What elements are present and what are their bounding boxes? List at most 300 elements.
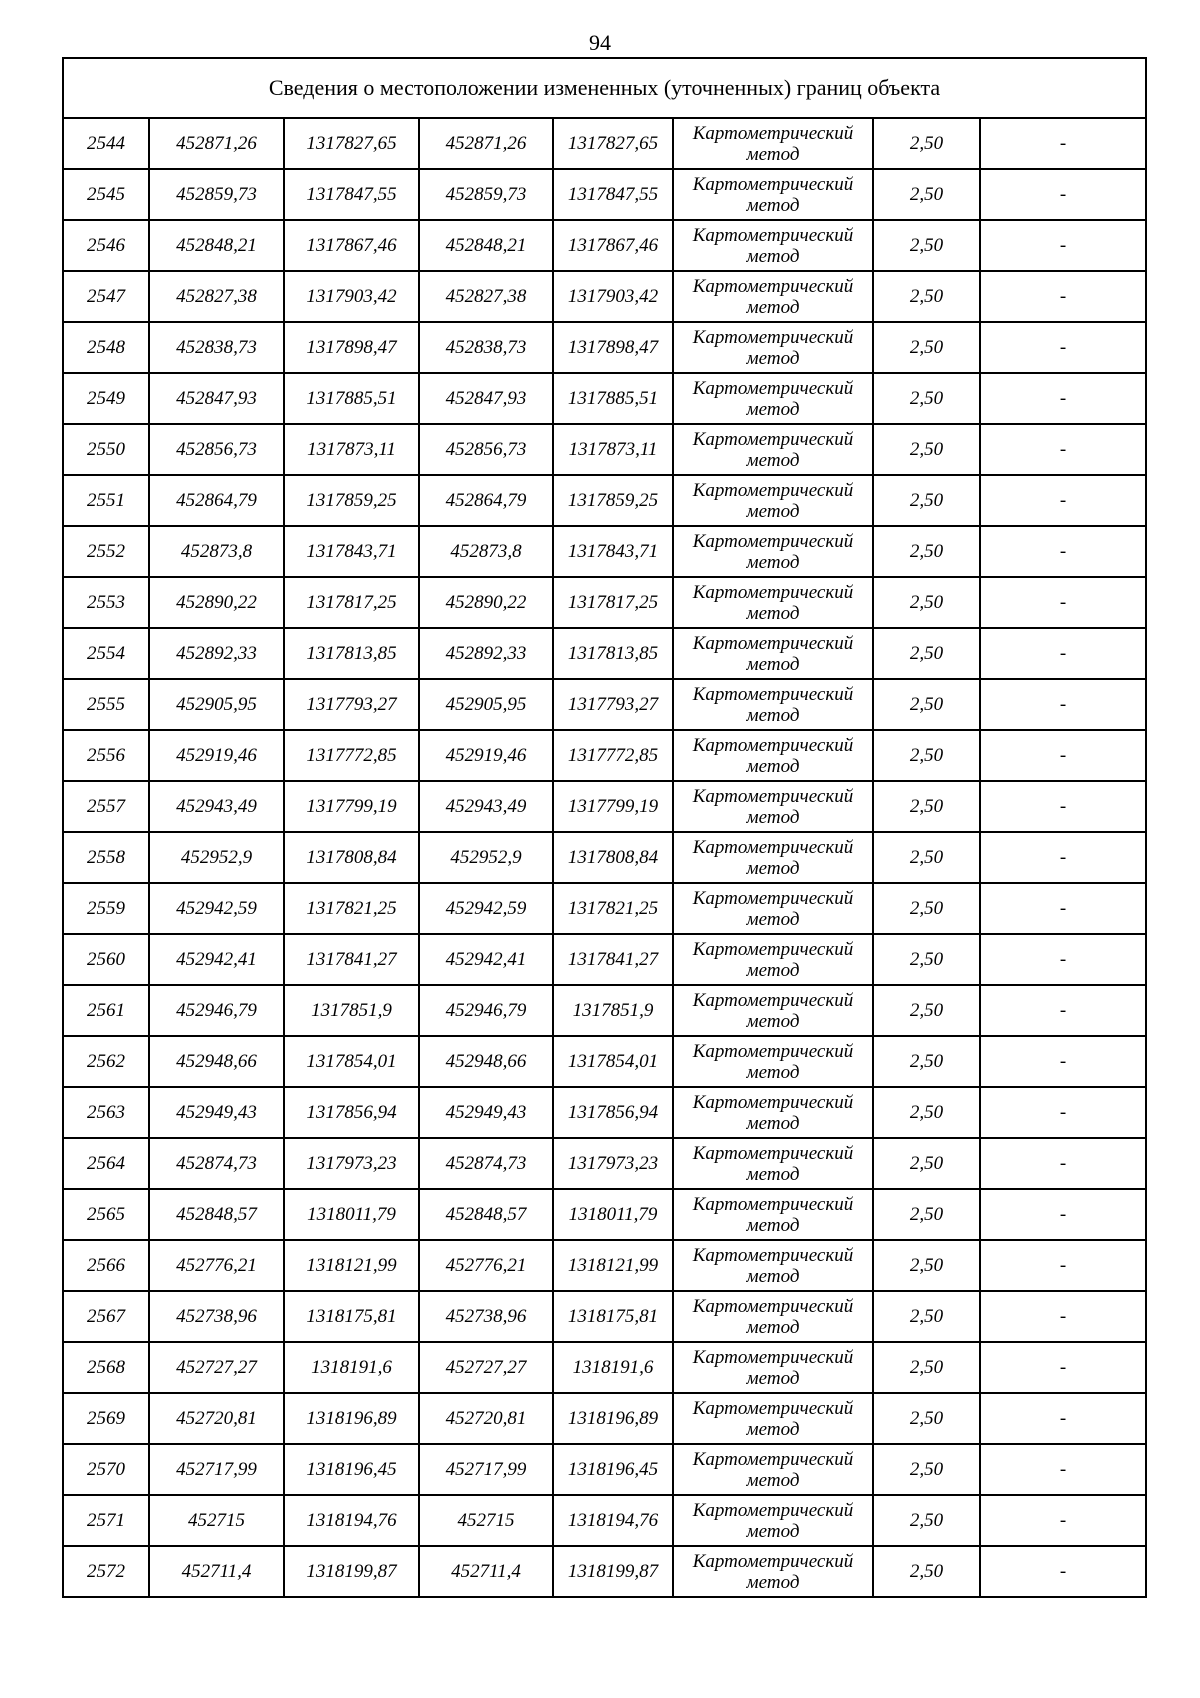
method-cell	[673, 679, 873, 730]
method-line-1: Картометрический	[692, 938, 854, 960]
y-updated-cell: 1318121,99	[553, 1240, 673, 1291]
x-existing-cell: 452848,21	[149, 220, 284, 271]
method-line-1: Картометрический	[692, 1499, 854, 1521]
accuracy-cell: 2,50	[873, 1036, 980, 1087]
point-number-cell: 2547	[63, 271, 149, 322]
x-existing-cell: 452717,99	[149, 1444, 284, 1495]
x-updated-cell: 452864,79	[419, 475, 553, 526]
y-updated-cell: 1318194,76	[553, 1495, 673, 1546]
note-cell: -	[980, 526, 1146, 577]
x-updated-cell: 452873,8	[419, 526, 553, 577]
point-number-cell: 2564	[63, 1138, 149, 1189]
method-line-2: метод	[746, 1316, 800, 1338]
y-existing-cell: 1317841,27	[284, 934, 419, 985]
method-line-1: Картометрический	[692, 224, 854, 246]
table-row	[63, 781, 1146, 832]
table-row	[63, 271, 1146, 322]
y-existing-cell: 1317856,94	[284, 1087, 419, 1138]
y-existing-cell: 1317847,55	[284, 169, 419, 220]
x-existing-cell: 452864,79	[149, 475, 284, 526]
table-row	[63, 1495, 1146, 1546]
y-existing-cell: 1317885,51	[284, 373, 419, 424]
method-line-2: метод	[746, 755, 800, 777]
x-updated-cell: 452847,93	[419, 373, 553, 424]
accuracy-cell: 2,50	[873, 577, 980, 628]
method-line-2: метод	[746, 296, 800, 318]
note-cell: -	[980, 322, 1146, 373]
table-row	[63, 1138, 1146, 1189]
y-existing-cell: 1318196,89	[284, 1393, 419, 1444]
method-cell	[673, 424, 873, 475]
accuracy-cell: 2,50	[873, 322, 980, 373]
method-cell	[673, 271, 873, 322]
note-cell: -	[980, 934, 1146, 985]
x-existing-cell: 452892,33	[149, 628, 284, 679]
x-updated-cell: 452715	[419, 1495, 553, 1546]
x-updated-cell: 452949,43	[419, 1087, 553, 1138]
table-row	[63, 1087, 1146, 1138]
x-existing-cell: 452856,73	[149, 424, 284, 475]
x-updated-cell: 452848,21	[419, 220, 553, 271]
method-line-2: метод	[746, 347, 800, 369]
method-line-2: метод	[746, 1112, 800, 1134]
note-cell: -	[980, 373, 1146, 424]
x-updated-cell: 452905,95	[419, 679, 553, 730]
method-cell	[673, 526, 873, 577]
method-line-2: метод	[746, 959, 800, 981]
point-number-cell: 2548	[63, 322, 149, 373]
method-line-1: Картометрический	[692, 530, 854, 552]
method-cell	[673, 628, 873, 679]
method-cell	[673, 1546, 873, 1597]
method-line-1: Картометрический	[692, 1550, 854, 1572]
method-line-1: Картометрический	[692, 479, 854, 501]
note-cell: -	[980, 679, 1146, 730]
point-number-cell: 2556	[63, 730, 149, 781]
y-updated-cell: 1317813,85	[553, 628, 673, 679]
x-updated-cell: 452720,81	[419, 1393, 553, 1444]
y-existing-cell: 1318121,99	[284, 1240, 419, 1291]
y-updated-cell: 1317793,27	[553, 679, 673, 730]
table-row	[63, 220, 1146, 271]
note-cell: -	[980, 1546, 1146, 1597]
y-updated-cell: 1317799,19	[553, 781, 673, 832]
note-cell: -	[980, 424, 1146, 475]
method-cell	[673, 781, 873, 832]
point-number-cell: 2544	[63, 118, 149, 169]
x-updated-cell: 452738,96	[419, 1291, 553, 1342]
note-cell: -	[980, 832, 1146, 883]
point-number-cell: 2554	[63, 628, 149, 679]
method-cell	[673, 934, 873, 985]
x-existing-cell: 452859,73	[149, 169, 284, 220]
method-cell	[673, 1189, 873, 1240]
note-cell: -	[980, 1342, 1146, 1393]
table-row	[63, 169, 1146, 220]
method-line-2: метод	[746, 602, 800, 624]
accuracy-cell: 2,50	[873, 475, 980, 526]
point-number-cell: 2552	[63, 526, 149, 577]
note-cell: -	[980, 985, 1146, 1036]
x-existing-cell: 452943,49	[149, 781, 284, 832]
method-line-1: Картометрический	[692, 887, 854, 909]
y-updated-cell: 1317847,55	[553, 169, 673, 220]
y-updated-cell: 1318175,81	[553, 1291, 673, 1342]
x-updated-cell: 452892,33	[419, 628, 553, 679]
point-number-cell: 2545	[63, 169, 149, 220]
table-row	[63, 1189, 1146, 1240]
x-existing-cell: 452720,81	[149, 1393, 284, 1444]
table-row	[63, 424, 1146, 475]
note-cell: -	[980, 781, 1146, 832]
point-number-cell: 2566	[63, 1240, 149, 1291]
point-number-cell: 2550	[63, 424, 149, 475]
y-existing-cell: 1317793,27	[284, 679, 419, 730]
accuracy-cell: 2,50	[873, 1087, 980, 1138]
y-existing-cell: 1318011,79	[284, 1189, 419, 1240]
y-existing-cell: 1318175,81	[284, 1291, 419, 1342]
x-updated-cell: 452827,38	[419, 271, 553, 322]
note-cell: -	[980, 1291, 1146, 1342]
y-existing-cell: 1317854,01	[284, 1036, 419, 1087]
y-updated-cell: 1317867,46	[553, 220, 673, 271]
y-updated-cell: 1317873,11	[553, 424, 673, 475]
note-cell: -	[980, 730, 1146, 781]
point-number-cell: 2569	[63, 1393, 149, 1444]
x-existing-cell: 452838,73	[149, 322, 284, 373]
y-existing-cell: 1317873,11	[284, 424, 419, 475]
x-existing-cell: 452847,93	[149, 373, 284, 424]
table-row	[63, 985, 1146, 1036]
method-cell	[673, 169, 873, 220]
method-line-2: метод	[746, 1367, 800, 1389]
note-cell: -	[980, 1444, 1146, 1495]
y-updated-cell: 1317854,01	[553, 1036, 673, 1087]
x-existing-cell: 452942,59	[149, 883, 284, 934]
method-line-1: Картометрический	[692, 785, 854, 807]
x-updated-cell: 452942,41	[419, 934, 553, 985]
y-existing-cell: 1317859,25	[284, 475, 419, 526]
x-updated-cell: 452942,59	[419, 883, 553, 934]
point-number-cell: 2567	[63, 1291, 149, 1342]
boundary-coordinates-table	[62, 57, 1147, 1598]
x-updated-cell: 452874,73	[419, 1138, 553, 1189]
point-number-cell: 2553	[63, 577, 149, 628]
y-updated-cell: 1317821,25	[553, 883, 673, 934]
method-line-2: метод	[746, 1418, 800, 1440]
method-line-1: Картометрический	[692, 734, 854, 756]
note-cell: -	[980, 1240, 1146, 1291]
method-line-2: метод	[746, 908, 800, 930]
y-updated-cell: 1317903,42	[553, 271, 673, 322]
method-cell	[673, 577, 873, 628]
accuracy-cell: 2,50	[873, 526, 980, 577]
accuracy-cell: 2,50	[873, 1342, 980, 1393]
point-number-cell: 2565	[63, 1189, 149, 1240]
point-number-cell: 2560	[63, 934, 149, 985]
method-line-2: метод	[746, 398, 800, 420]
x-existing-cell: 452873,8	[149, 526, 284, 577]
table-row	[63, 1393, 1146, 1444]
x-updated-cell: 452838,73	[419, 322, 553, 373]
x-existing-cell: 452942,41	[149, 934, 284, 985]
method-line-1: Картометрический	[692, 173, 854, 195]
point-number-cell: 2563	[63, 1087, 149, 1138]
method-line-2: метод	[746, 1061, 800, 1083]
method-line-1: Картометрический	[692, 1142, 854, 1164]
table-row	[63, 322, 1146, 373]
table-row	[63, 118, 1146, 169]
accuracy-cell: 2,50	[873, 1546, 980, 1597]
x-existing-cell: 452871,26	[149, 118, 284, 169]
method-cell	[673, 1138, 873, 1189]
table-row	[63, 883, 1146, 934]
method-line-2: метод	[746, 143, 800, 165]
method-line-1: Картометрический	[692, 275, 854, 297]
table-row	[63, 1291, 1146, 1342]
method-line-2: метод	[746, 1163, 800, 1185]
table-title-row	[63, 58, 1146, 118]
method-line-1: Картометрический	[692, 683, 854, 705]
accuracy-cell: 2,50	[873, 1444, 980, 1495]
x-existing-cell: 452727,27	[149, 1342, 284, 1393]
accuracy-cell: 2,50	[873, 1393, 980, 1444]
y-updated-cell: 1317851,9	[553, 985, 673, 1036]
y-existing-cell: 1317772,85	[284, 730, 419, 781]
y-updated-cell: 1317817,25	[553, 577, 673, 628]
method-line-1: Картометрический	[692, 581, 854, 603]
accuracy-cell: 2,50	[873, 730, 980, 781]
note-cell: -	[980, 220, 1146, 271]
point-number-cell: 2551	[63, 475, 149, 526]
point-number-cell: 2571	[63, 1495, 149, 1546]
y-updated-cell: 1317827,65	[553, 118, 673, 169]
note-cell: -	[980, 628, 1146, 679]
accuracy-cell: 2,50	[873, 220, 980, 271]
note-cell: -	[980, 883, 1146, 934]
method-cell	[673, 1495, 873, 1546]
point-number-cell: 2570	[63, 1444, 149, 1495]
method-cell	[673, 985, 873, 1036]
x-updated-cell: 452919,46	[419, 730, 553, 781]
method-line-1: Картометрический	[692, 836, 854, 858]
method-line-2: метод	[746, 449, 800, 471]
note-cell: -	[980, 1495, 1146, 1546]
y-existing-cell: 1318196,45	[284, 1444, 419, 1495]
x-updated-cell: 452776,21	[419, 1240, 553, 1291]
x-existing-cell: 452952,9	[149, 832, 284, 883]
note-cell: -	[980, 1189, 1146, 1240]
y-existing-cell: 1317973,23	[284, 1138, 419, 1189]
y-updated-cell: 1318011,79	[553, 1189, 673, 1240]
method-cell	[673, 730, 873, 781]
x-updated-cell: 452859,73	[419, 169, 553, 220]
table-row	[63, 730, 1146, 781]
accuracy-cell: 2,50	[873, 679, 980, 730]
method-line-1: Картометрический	[692, 1040, 854, 1062]
x-existing-cell: 452949,43	[149, 1087, 284, 1138]
method-line-2: метод	[746, 806, 800, 828]
table-row	[63, 628, 1146, 679]
y-updated-cell: 1318199,87	[553, 1546, 673, 1597]
x-existing-cell: 452738,96	[149, 1291, 284, 1342]
note-cell: -	[980, 1393, 1146, 1444]
point-number-cell: 2561	[63, 985, 149, 1036]
y-updated-cell: 1318196,89	[553, 1393, 673, 1444]
method-cell	[673, 1444, 873, 1495]
method-line-1: Картометрический	[692, 428, 854, 450]
note-cell: -	[980, 1087, 1146, 1138]
method-line-2: метод	[746, 1010, 800, 1032]
table-row	[63, 1342, 1146, 1393]
table-row	[63, 526, 1146, 577]
method-line-1: Картометрический	[692, 377, 854, 399]
method-cell	[673, 1087, 873, 1138]
method-cell	[673, 1342, 873, 1393]
note-cell: -	[980, 1138, 1146, 1189]
note-cell: -	[980, 475, 1146, 526]
y-existing-cell: 1318191,6	[284, 1342, 419, 1393]
y-updated-cell: 1317772,85	[553, 730, 673, 781]
accuracy-cell: 2,50	[873, 169, 980, 220]
y-existing-cell: 1317813,85	[284, 628, 419, 679]
method-line-2: метод	[746, 1214, 800, 1236]
table-row	[63, 832, 1146, 883]
method-line-2: метод	[746, 245, 800, 267]
method-line-2: метод	[746, 653, 800, 675]
y-updated-cell: 1318191,6	[553, 1342, 673, 1393]
accuracy-cell: 2,50	[873, 985, 980, 1036]
note-cell: -	[980, 118, 1146, 169]
x-existing-cell: 452711,4	[149, 1546, 284, 1597]
method-line-1: Картометрический	[692, 1346, 854, 1368]
y-existing-cell: 1317821,25	[284, 883, 419, 934]
table-row	[63, 577, 1146, 628]
point-number-cell: 2546	[63, 220, 149, 271]
y-existing-cell: 1317817,25	[284, 577, 419, 628]
x-updated-cell: 452856,73	[419, 424, 553, 475]
x-updated-cell: 452711,4	[419, 1546, 553, 1597]
y-updated-cell: 1317843,71	[553, 526, 673, 577]
accuracy-cell: 2,50	[873, 934, 980, 985]
note-cell: -	[980, 169, 1146, 220]
method-line-1: Картометрический	[692, 1091, 854, 1113]
method-line-1: Картометрический	[692, 989, 854, 1011]
method-cell	[673, 1393, 873, 1444]
y-existing-cell: 1317827,65	[284, 118, 419, 169]
method-line-2: метод	[746, 194, 800, 216]
accuracy-cell: 2,50	[873, 1495, 980, 1546]
table-row	[63, 1240, 1146, 1291]
table-row	[63, 679, 1146, 730]
x-updated-cell: 452717,99	[419, 1444, 553, 1495]
method-cell	[673, 1291, 873, 1342]
y-existing-cell: 1317903,42	[284, 271, 419, 322]
y-updated-cell: 1317859,25	[553, 475, 673, 526]
accuracy-cell: 2,50	[873, 781, 980, 832]
method-cell	[673, 1240, 873, 1291]
point-number-cell: 2568	[63, 1342, 149, 1393]
y-updated-cell: 1317973,23	[553, 1138, 673, 1189]
point-number-cell: 2557	[63, 781, 149, 832]
y-updated-cell: 1317898,47	[553, 322, 673, 373]
method-cell	[673, 118, 873, 169]
x-updated-cell: 452727,27	[419, 1342, 553, 1393]
x-existing-cell: 452948,66	[149, 1036, 284, 1087]
accuracy-cell: 2,50	[873, 628, 980, 679]
y-existing-cell: 1317851,9	[284, 985, 419, 1036]
point-number-cell: 2562	[63, 1036, 149, 1087]
x-updated-cell: 452943,49	[419, 781, 553, 832]
method-cell	[673, 832, 873, 883]
method-line-1: Картометрический	[692, 632, 854, 654]
x-existing-cell: 452776,21	[149, 1240, 284, 1291]
x-updated-cell: 452948,66	[419, 1036, 553, 1087]
method-line-1: Картометрический	[692, 1244, 854, 1266]
x-existing-cell: 452848,57	[149, 1189, 284, 1240]
x-existing-cell: 452827,38	[149, 271, 284, 322]
y-existing-cell: 1317843,71	[284, 526, 419, 577]
method-line-2: метод	[746, 857, 800, 879]
method-cell	[673, 883, 873, 934]
table-row	[63, 373, 1146, 424]
y-updated-cell: 1317856,94	[553, 1087, 673, 1138]
method-cell	[673, 1036, 873, 1087]
method-cell	[673, 220, 873, 271]
accuracy-cell: 2,50	[873, 118, 980, 169]
method-line-2: метод	[746, 551, 800, 573]
accuracy-cell: 2,50	[873, 1291, 980, 1342]
method-cell	[673, 475, 873, 526]
x-existing-cell: 452890,22	[149, 577, 284, 628]
table-row	[63, 475, 1146, 526]
method-line-1: Картометрический	[692, 1295, 854, 1317]
note-cell: -	[980, 577, 1146, 628]
note-cell: -	[980, 1036, 1146, 1087]
method-cell	[673, 322, 873, 373]
page-number: 94	[589, 30, 611, 55]
accuracy-cell: 2,50	[873, 1189, 980, 1240]
y-existing-cell: 1317867,46	[284, 220, 419, 271]
method-line-2: метод	[746, 1469, 800, 1491]
method-line-1: Картометрический	[692, 1448, 854, 1470]
x-existing-cell: 452715	[149, 1495, 284, 1546]
table-row	[63, 1546, 1146, 1597]
accuracy-cell: 2,50	[873, 1240, 980, 1291]
y-existing-cell: 1318199,87	[284, 1546, 419, 1597]
accuracy-cell: 2,50	[873, 271, 980, 322]
x-updated-cell: 452946,79	[419, 985, 553, 1036]
table-row	[63, 1036, 1146, 1087]
x-updated-cell: 452890,22	[419, 577, 553, 628]
method-line-2: метод	[746, 500, 800, 522]
y-updated-cell: 1318196,45	[553, 1444, 673, 1495]
accuracy-cell: 2,50	[873, 883, 980, 934]
table-row	[63, 934, 1146, 985]
method-cell	[673, 373, 873, 424]
x-existing-cell: 452946,79	[149, 985, 284, 1036]
accuracy-cell: 2,50	[873, 832, 980, 883]
point-number-cell: 2549	[63, 373, 149, 424]
x-updated-cell: 452952,9	[419, 832, 553, 883]
point-number-cell: 2559	[63, 883, 149, 934]
x-updated-cell: 452871,26	[419, 118, 553, 169]
method-line-2: метод	[746, 1265, 800, 1287]
method-line-1: Картометрический	[692, 1397, 854, 1419]
accuracy-cell: 2,50	[873, 1138, 980, 1189]
x-existing-cell: 452919,46	[149, 730, 284, 781]
method-line-1: Картометрический	[692, 122, 854, 144]
